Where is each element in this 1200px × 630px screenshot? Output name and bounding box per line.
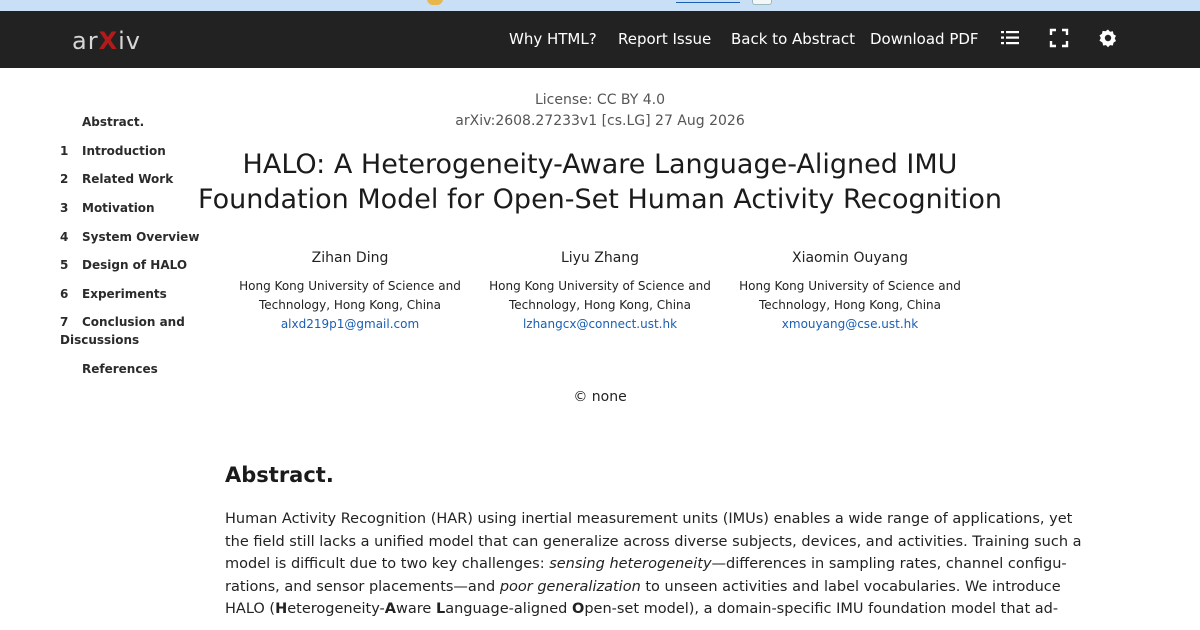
toc-item-design-of-halo[interactable]: 5 Design of HALO: [60, 258, 188, 272]
author-block: [235, 250, 465, 334]
why-html-link[interactable]: Why HTML?: [509, 30, 597, 48]
toc-item-motivation[interactable]: 3 Motivation: [60, 201, 155, 215]
notice-banner: [0, 0, 1200, 11]
settings-icon[interactable]: [1098, 28, 1118, 48]
toc-item-abstract[interactable]: Abstract.: [82, 115, 145, 129]
arxiv-id: arXiv:2608.27233v1 [cs.LG] 27 Aug 2026: [455, 113, 745, 129]
toc-item-introduction[interactable]: 1 Introduction: [60, 144, 166, 158]
author-affiliation: Technology, Hong Kong, China: [509, 298, 691, 312]
toc-item-conclusion[interactable]: 7 Conclusion and Discussions: [60, 315, 185, 347]
author-block: [735, 250, 965, 334]
notice-emoji-icon: [427, 0, 443, 5]
abstract-line: rations, and sensor placements—and poor generalization to unseen activities and label vocabularies. We introduce: [225, 578, 1061, 595]
paper-title-line-2: Foundation Model for Open-Set Human Activity Recognition: [198, 184, 1002, 215]
back-to-abstract-link[interactable]: Back to Abstract: [731, 30, 855, 48]
toc-item-experiments[interactable]: 6 Experiments: [60, 287, 167, 301]
author-email-link[interactable]: xmouyang@cse.ust.hk: [781, 317, 919, 331]
copyright-text: © none: [573, 389, 627, 405]
list-icon[interactable]: [1000, 28, 1020, 48]
author-name: Zihan Ding: [311, 250, 389, 266]
arxiv-logo[interactable]: arXiv: [72, 27, 141, 55]
author-affiliation: Hong Kong University of Science and: [239, 279, 461, 293]
abstract-line: HALO (Heterogeneity-Aware Language-aligned Open-set model), a domain-specific IMU foundation model that ad-: [225, 601, 1059, 617]
author-email-link[interactable]: lzhangcx@connect.ust.hk: [522, 317, 678, 331]
toc-item-system-overview[interactable]: 4 System Overview: [60, 230, 200, 244]
header-bar: [0, 11, 1200, 68]
author-affiliation: Hong Kong University of Science and: [739, 279, 961, 293]
abstract-line: Human Activity Recognition (HAR) using inertial measurement units (IMUs) enables a wide range of applications, yet: [225, 511, 1073, 527]
notice-link[interactable]: [676, 0, 740, 3]
abstract-line: model is difficult due to two key challenges: sensing heterogeneity—differences in sampling rates, channel configu-: [225, 556, 1067, 572]
abstract-heading: Abstract.: [225, 463, 334, 487]
abstract-line: the field still lacks a unified model that can generalize across diverse subjects, devices, and activities. Training such a: [225, 533, 1082, 550]
fullscreen-icon[interactable]: [1049, 28, 1069, 48]
author-name: Xiaomin Ouyang: [792, 250, 908, 266]
author-email-link[interactable]: alxd219p1@gmail.com: [280, 317, 420, 331]
author-name: Liyu Zhang: [560, 250, 640, 266]
report-issue-link[interactable]: Report Issue: [618, 30, 712, 48]
toc-item-related-work[interactable]: 2 Related Work: [60, 172, 174, 186]
toc-item-references[interactable]: References: [82, 362, 158, 376]
license-text: License: CC BY 4.0: [534, 92, 666, 108]
abstract-body: [225, 508, 1082, 621]
author-affiliation: Technology, Hong Kong, China: [759, 298, 941, 312]
author-affiliation: Technology, Hong Kong, China: [259, 298, 441, 312]
author-block: [485, 250, 715, 334]
download-pdf-link[interactable]: Download PDF: [870, 30, 979, 48]
author-affiliation: Hong Kong University of Science and: [489, 279, 711, 293]
notice-button[interactable]: [752, 0, 772, 5]
paper-title-line-1: HALO: A Heterogeneity-Aware Language-Aligned IMU: [242, 149, 958, 180]
